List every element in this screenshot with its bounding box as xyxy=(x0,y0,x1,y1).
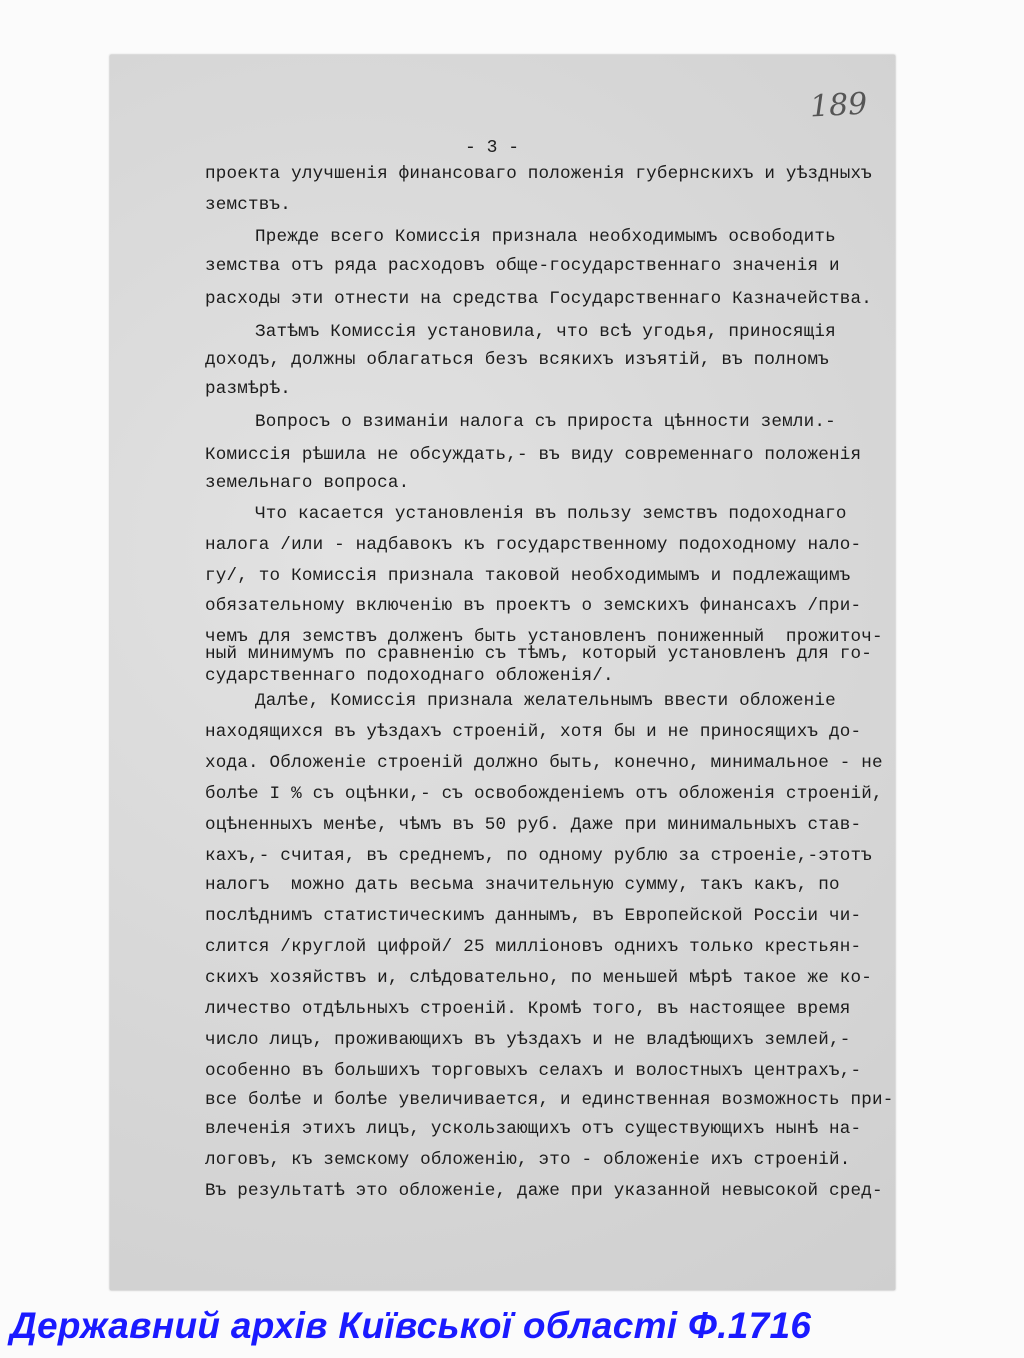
text-line: гу/, то Комиссія признала таковой необходимымъ и подлежащимъ xyxy=(205,566,851,586)
text-line: земствъ. xyxy=(205,195,292,215)
text-line: особенно въ большихъ торговыхъ селахъ и волостныхъ центрахъ,- xyxy=(205,1061,862,1081)
text-line: налогъ можно дать весьма значительную сумму, такъ какъ, по xyxy=(205,875,840,895)
text-line: Вопросъ о взиманіи налога съ прироста цѣнности земли.- xyxy=(255,412,836,432)
text-line: логовъ, къ земскому обложенію, это - обложеніе ихъ строеній. xyxy=(205,1150,851,1170)
text-line: хода. Обложеніе строеній должно быть, конечно, минимальное - не xyxy=(205,753,883,773)
text-line: болѣе I % съ оцѣнки,- съ освобожденіемъ отъ обложенія строеній, xyxy=(205,784,883,804)
text-line: обязательному включенію въ проектъ о земскихъ финансахъ /при- xyxy=(205,596,862,616)
text-line: ный минимумъ по сравненію съ тѣмъ, который установленъ для го- xyxy=(205,644,872,664)
text-line: все болѣе и болѣе увеличивается, и единственная возможность при- xyxy=(205,1090,894,1110)
text-line: расходы эти отнести на средства Государственнаго Казначейства. xyxy=(205,289,872,309)
text-line: число лицъ, проживающихъ въ уѣздахъ и не владѣющихъ землей,- xyxy=(205,1030,851,1050)
text-line: доходъ, должны облагаться безъ всякихъ изъятій, въ полномъ xyxy=(205,350,829,370)
text-line: Затѣмъ Комиссія установила, что всѣ угодья, приносящія xyxy=(255,322,836,342)
archive-watermark: Державний архів Київської області Ф.1716 xyxy=(10,1305,812,1346)
text-line: оцѣненныхъ менѣе, чѣмъ въ 50 руб. Даже при минимальныхъ став- xyxy=(205,815,862,835)
text-line: кахъ,- считая, въ среднемъ, по одному рублю за строеніе,-этотъ xyxy=(205,846,872,866)
page-number: - 3 - xyxy=(465,138,520,158)
text-line: послѣднимъ статистическимъ даннымъ, въ Европейской Россіи чи- xyxy=(205,906,862,926)
text-line: Комиссія рѣшила не обсуждать,- въ виду современнаго положенія xyxy=(205,445,862,465)
text-line: земства отъ ряда расходовъ обще-государственнаго значенія и xyxy=(205,256,840,276)
text-line: Въ результатѣ это обложеніе, даже при указанной невысокой сред- xyxy=(205,1181,883,1201)
text-line: размѣрѣ. xyxy=(205,379,292,399)
archive-folio-number: 189 xyxy=(809,86,869,125)
text-line: налога /или - надбавокъ къ государственному подоходному нало- xyxy=(205,535,862,555)
text-line: Далѣе, Комиссія признала желательнымъ ввести обложеніе xyxy=(255,691,836,711)
text-line: скихъ хозяйствъ и, слѣдовательно, по меньшей мѣрѣ такое же ко- xyxy=(205,968,872,988)
text-line: находящихся въ уѣздахъ строеній, хотя бы и не приносящихъ до- xyxy=(205,722,862,742)
text-line: Прежде всего Комиссія признала необходимымъ освободить xyxy=(255,227,836,247)
text-line: проекта улучшенія финансоваго положенія губернскихъ и уѣздныхъ xyxy=(205,164,872,184)
text-line: влеченія этихъ лицъ, ускользающихъ отъ существующихъ нынѣ на- xyxy=(205,1119,862,1139)
text-line: слится /круглой цифрой/ 25 милліоновъ однихъ только крестьян- xyxy=(205,937,862,957)
text-line: чемъ для земствъ долженъ быть установленъ пониженный прожиточ- xyxy=(205,627,883,647)
text-line: личество отдѣльныхъ строеній. Кромѣ того, въ настоящее время xyxy=(205,999,851,1019)
text-line: сударственнаго подоходнаго обложенія/. xyxy=(205,666,614,686)
text-line: земельнаго вопроса. xyxy=(205,473,410,493)
text-line: Что касается установленія въ пользу земствъ подоходнаго xyxy=(255,504,847,524)
